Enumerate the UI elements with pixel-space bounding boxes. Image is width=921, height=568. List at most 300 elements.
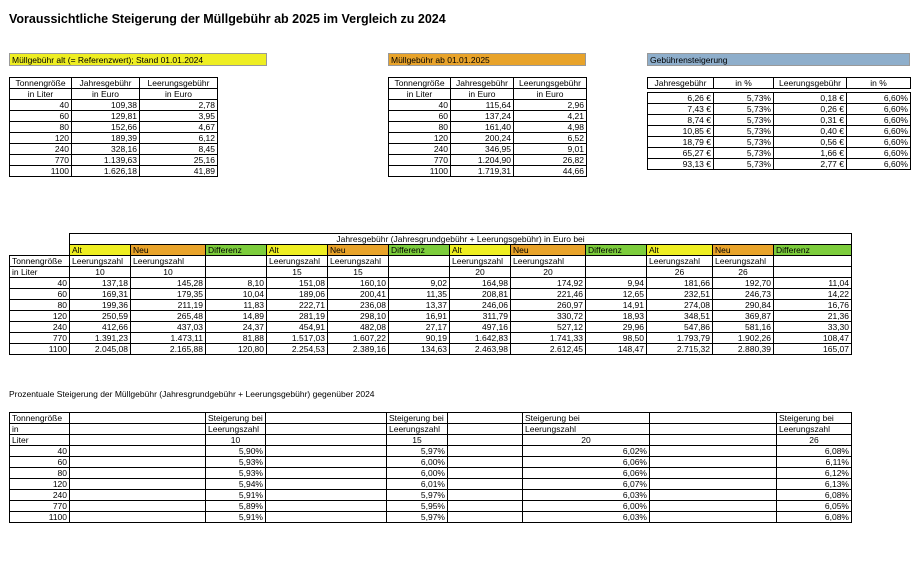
fee-value-cell: 1.793,79 — [647, 333, 713, 344]
bin-size-cell: 770 — [10, 501, 70, 512]
fee-value-cell: 179,35 — [131, 289, 206, 300]
table-row — [648, 126, 911, 137]
annual-fee-cell: 161,40 — [451, 122, 514, 133]
fee-value-cell: 2.254,53 — [267, 344, 328, 355]
mid-count-header: Leerungszahl — [511, 256, 586, 267]
label-new: Neu — [713, 245, 774, 256]
table-row — [10, 490, 852, 501]
label-new: Neu — [131, 245, 206, 256]
bin-size-cell: 770 — [10, 155, 72, 166]
fee-value-cell: 290,84 — [713, 300, 774, 311]
table-old-fees — [9, 77, 218, 177]
table-row — [648, 93, 911, 104]
emptying-fee-cell: 44,66 — [514, 166, 587, 177]
emptying-fee-cell: 26,82 — [514, 155, 587, 166]
fee-value-cell: 18,93 — [586, 311, 647, 322]
fee-value-cell: 1.642,83 — [450, 333, 511, 344]
fee-value-cell: 151,08 — [267, 278, 328, 289]
mid-count-header: Leerungszahl — [647, 256, 713, 267]
fee-value-cell: 16,76 — [774, 300, 852, 311]
emptying-increase-pct-cell: 6,60% — [847, 126, 911, 137]
emptying-fee-cell: 6,52 — [514, 133, 587, 144]
fee-value-cell: 2.045,08 — [70, 344, 131, 355]
emptying-fee-cell: 41,89 — [140, 166, 218, 177]
mid-count-value: 26 — [647, 267, 713, 278]
col-header-emptying: Leerungsgebühr — [514, 78, 587, 89]
table-fee-increase — [647, 77, 911, 170]
percent-cell: 5,94% — [206, 479, 266, 490]
fee-value-cell: 208,81 — [450, 289, 511, 300]
table-row — [10, 333, 852, 344]
table-row — [10, 289, 852, 300]
annual-increase-pct-cell: 5,73% — [714, 159, 774, 170]
emptying-increase-pct-cell: 6,60% — [847, 115, 911, 126]
annual-fee-cell: 1.204,90 — [451, 155, 514, 166]
emptying-fee-cell: 9,01 — [514, 144, 587, 155]
fee-value-cell: 265,48 — [131, 311, 206, 322]
annual-increase-cell: 18,79 € — [648, 137, 714, 148]
col-header-annual: Jahresgebühr — [648, 78, 714, 89]
pct-steig-header: Steigerung bei — [387, 413, 448, 424]
fee-value-cell: 260,97 — [511, 300, 586, 311]
table-row — [10, 155, 218, 166]
pct-count-header: Leerungszahl — [206, 424, 266, 435]
bin-size-cell: 770 — [389, 155, 451, 166]
table-row — [10, 322, 852, 333]
annual-fee-cell: 189,39 — [72, 133, 140, 144]
percent-cell: 6,12% — [777, 468, 852, 479]
pct-count-header: Leerungszahl — [387, 424, 448, 435]
pct-count-value: 20 — [523, 435, 650, 446]
bin-size-cell: 240 — [10, 144, 72, 155]
label-difference: Differenz — [586, 245, 647, 256]
fee-value-cell: 108,47 — [774, 333, 852, 344]
blank-cell — [448, 457, 523, 468]
blank-cell — [448, 479, 523, 490]
emptying-increase-cell: 0,56 € — [774, 137, 847, 148]
fee-value-cell: 11,83 — [206, 300, 267, 311]
emptying-increase-cell: 1,66 € — [774, 148, 847, 159]
annual-fee-cell: 152,66 — [72, 122, 140, 133]
bin-size-cell: 120 — [10, 133, 72, 144]
bin-size-cell: 1100 — [10, 166, 72, 177]
table-row — [10, 100, 218, 111]
table-row — [389, 133, 587, 144]
fee-value-cell: 181,66 — [647, 278, 713, 289]
fee-value-cell: 90,19 — [389, 333, 450, 344]
table-row — [10, 111, 218, 122]
fee-value-cell: 2.612,45 — [511, 344, 586, 355]
table-row — [389, 166, 587, 177]
table-row — [389, 111, 587, 122]
annual-fee-cell: 115,64 — [451, 100, 514, 111]
pct-count-header: Leerungszahl — [777, 424, 852, 435]
percent-cell: 6,00% — [523, 501, 650, 512]
table-row — [389, 100, 587, 111]
blank-cell — [448, 490, 523, 501]
table-row — [10, 122, 218, 133]
percent-cell: 6,02% — [523, 446, 650, 457]
blank-cell — [70, 512, 206, 523]
table-row — [10, 133, 218, 144]
bin-size-cell: 120 — [10, 311, 70, 322]
table-annual-fee-by-count — [9, 233, 852, 355]
annual-increase-pct-cell: 5,73% — [714, 93, 774, 104]
emptying-fee-cell: 4,67 — [140, 122, 218, 133]
label-old: Alt — [647, 245, 713, 256]
percent-cell: 6,03% — [523, 512, 650, 523]
table-row — [10, 479, 852, 490]
fee-value-cell: 1.607,22 — [328, 333, 389, 344]
col-subheader-annual: in Euro — [451, 89, 514, 100]
emptying-fee-cell: 8,45 — [140, 144, 218, 155]
table-row — [10, 468, 852, 479]
emptying-increase-pct-cell: 6,60% — [847, 137, 911, 148]
emptying-fee-cell: 2,96 — [514, 100, 587, 111]
fee-value-cell: 11,04 — [774, 278, 852, 289]
annual-increase-pct-cell: 5,73% — [714, 104, 774, 115]
table-row — [10, 166, 218, 177]
blank-cell — [266, 501, 387, 512]
fee-value-cell: 2.165,88 — [131, 344, 206, 355]
percent-cell: 6,06% — [523, 457, 650, 468]
table-row — [648, 137, 911, 148]
bin-size-cell: 60 — [10, 111, 72, 122]
blank-cell — [650, 479, 777, 490]
annual-fee-cell: 328,16 — [72, 144, 140, 155]
table-row — [648, 104, 911, 115]
annual-increase-cell: 7,43 € — [648, 104, 714, 115]
percent-cell: 5,91% — [206, 512, 266, 523]
table-row — [648, 115, 911, 126]
annual-fee-cell: 109,38 — [72, 100, 140, 111]
table-row — [10, 300, 852, 311]
bin-size-cell: 40 — [10, 446, 70, 457]
fee-value-cell: 246,73 — [713, 289, 774, 300]
emptying-fee-cell: 6,12 — [140, 133, 218, 144]
mid-count-value: 20 — [450, 267, 511, 278]
fee-value-cell: 412,66 — [70, 322, 131, 333]
pct-in-label: in — [10, 424, 70, 435]
col-header-annual: Jahresgebühr — [451, 78, 514, 89]
pct-steig-header: Steigerung bei — [523, 413, 650, 424]
annual-increase-cell: 93,13 € — [648, 159, 714, 170]
fee-value-cell: 27,17 — [389, 322, 450, 333]
pct-count-value: 26 — [777, 435, 852, 446]
fee-value-cell: 222,71 — [267, 300, 328, 311]
band-new-fee: Müllgebühr ab 01.01.2025 — [388, 53, 586, 66]
fee-value-cell: 2.880,39 — [713, 344, 774, 355]
col-header-size: Tonnengröße — [10, 78, 72, 89]
label-difference: Differenz — [389, 245, 450, 256]
label-old: Alt — [267, 245, 328, 256]
table-row — [10, 278, 852, 289]
annual-increase-cell: 65,27 € — [648, 148, 714, 159]
fee-value-cell: 29,96 — [586, 322, 647, 333]
blank-cell — [266, 457, 387, 468]
percent-cell: 5,93% — [206, 468, 266, 479]
emptying-fee-cell: 2,78 — [140, 100, 218, 111]
label-difference: Differenz — [206, 245, 267, 256]
bin-size-cell: 40 — [10, 100, 72, 111]
fee-value-cell: 221,46 — [511, 289, 586, 300]
emptying-increase-pct-cell: 6,60% — [847, 93, 911, 104]
col-header-pct-annual: in % — [714, 78, 774, 89]
pct-size-header: Tonnengröße — [10, 413, 70, 424]
bin-size-cell: 240 — [389, 144, 451, 155]
fee-value-cell: 527,12 — [511, 322, 586, 333]
col-header-emptying: Leerungsgebühr — [774, 78, 847, 89]
bin-size-cell: 1100 — [10, 344, 70, 355]
fee-value-cell: 137,18 — [70, 278, 131, 289]
label-difference: Differenz — [774, 245, 852, 256]
fee-value-cell: 8,10 — [206, 278, 267, 289]
col-subheader-emptying: in Euro — [514, 89, 587, 100]
blank-cell — [70, 479, 206, 490]
mid-count-header: Leerungszahl — [131, 256, 206, 267]
label-old: Alt — [70, 245, 131, 256]
bin-size-cell: 1100 — [10, 512, 70, 523]
blank-cell — [448, 512, 523, 523]
percent-cell: 5,95% — [387, 501, 448, 512]
annual-fee-cell: 346,95 — [451, 144, 514, 155]
bin-size-cell: 80 — [389, 122, 451, 133]
blank-cell — [448, 468, 523, 479]
fee-value-cell: 14,89 — [206, 311, 267, 322]
percent-cell: 5,97% — [387, 490, 448, 501]
fee-value-cell: 199,36 — [70, 300, 131, 311]
fee-value-cell: 81,88 — [206, 333, 267, 344]
percent-cell: 5,89% — [206, 501, 266, 512]
label-new: Neu — [511, 245, 586, 256]
mid-count-header: Leerungszahl — [713, 256, 774, 267]
percent-cell: 5,91% — [206, 490, 266, 501]
fee-value-cell: 330,72 — [511, 311, 586, 322]
bin-size-cell: 1100 — [389, 166, 451, 177]
fee-value-cell: 2.389,16 — [328, 344, 389, 355]
percent-cell: 6,13% — [777, 479, 852, 490]
fee-value-cell: 250,59 — [70, 311, 131, 322]
blank-cell — [448, 501, 523, 512]
mid-count-header: Leerungszahl — [70, 256, 131, 267]
annual-fee-cell: 1.719,31 — [451, 166, 514, 177]
annual-increase-pct-cell: 5,73% — [714, 148, 774, 159]
fee-value-cell: 14,91 — [586, 300, 647, 311]
table-row — [10, 457, 852, 468]
fee-value-cell: 98,50 — [586, 333, 647, 344]
fee-value-cell: 174,92 — [511, 278, 586, 289]
emptying-fee-cell: 3,95 — [140, 111, 218, 122]
emptying-increase-cell: 0,18 € — [774, 93, 847, 104]
col-header-size: Tonnengröße — [389, 78, 451, 89]
fee-value-cell: 1.517,03 — [267, 333, 328, 344]
emptying-increase-cell: 2,77 € — [774, 159, 847, 170]
bin-size-cell: 120 — [10, 479, 70, 490]
blank-cell — [266, 512, 387, 523]
annual-fee-cell: 1.626,18 — [72, 166, 140, 177]
bin-size-cell: 40 — [10, 278, 70, 289]
table-row — [389, 122, 587, 133]
fee-value-cell: 165,07 — [774, 344, 852, 355]
pct-section-title: Prozentuale Steigerung der Müllgebühr (Jahresgrundgebühr + Leerungsgebühr) gegenüber 2024 — [9, 389, 375, 399]
col-subheader-size: in Liter — [10, 89, 72, 100]
fee-value-cell: 24,37 — [206, 322, 267, 333]
percent-cell: 6,08% — [777, 446, 852, 457]
mid-count-header: Leerungszahl — [328, 256, 389, 267]
fee-value-cell: 211,19 — [131, 300, 206, 311]
table-row — [10, 344, 852, 355]
bin-size-cell: 80 — [10, 122, 72, 133]
page-title: Voraussichtliche Steigerung der Müllgebühr ab 2025 im Vergleich zu 2024 — [9, 12, 446, 26]
blank-cell — [266, 490, 387, 501]
fee-value-cell: 369,87 — [713, 311, 774, 322]
bin-size-cell: 40 — [389, 100, 451, 111]
fee-value-cell: 12,65 — [586, 289, 647, 300]
annual-increase-cell: 6,26 € — [648, 93, 714, 104]
blank-cell — [448, 446, 523, 457]
emptying-increase-cell: 0,26 € — [774, 104, 847, 115]
percent-cell: 5,90% — [206, 446, 266, 457]
blank-cell — [266, 446, 387, 457]
pct-liter-label: Liter — [10, 435, 70, 446]
blank-cell — [70, 490, 206, 501]
fee-value-cell: 236,08 — [328, 300, 389, 311]
blank-cell — [70, 501, 206, 512]
blank-cell — [70, 457, 206, 468]
annual-increase-cell: 10,85 € — [648, 126, 714, 137]
percent-cell: 6,01% — [387, 479, 448, 490]
fee-value-cell: 9,94 — [586, 278, 647, 289]
mid-count-header: Leerungszahl — [450, 256, 511, 267]
fee-value-cell: 134,63 — [389, 344, 450, 355]
pct-count-value: 10 — [206, 435, 266, 446]
fee-value-cell: 232,51 — [647, 289, 713, 300]
fee-value-cell: 1.741,33 — [511, 333, 586, 344]
percent-cell: 6,05% — [777, 501, 852, 512]
mid-count-value: 20 — [511, 267, 586, 278]
col-header-emptying: Leerungsgebühr — [140, 78, 218, 89]
fee-value-cell: 11,35 — [389, 289, 450, 300]
mid-count-header: Leerungszahl — [267, 256, 328, 267]
bin-size-cell: 120 — [389, 133, 451, 144]
fee-value-cell: 497,16 — [450, 322, 511, 333]
blank-cell — [10, 245, 70, 256]
fee-value-cell: 169,31 — [70, 289, 131, 300]
blank-cell — [650, 501, 777, 512]
annual-fee-cell: 1.139,63 — [72, 155, 140, 166]
fee-value-cell: 21,36 — [774, 311, 852, 322]
bin-size-cell: 60 — [10, 457, 70, 468]
percent-cell: 6,06% — [523, 468, 650, 479]
mid-count-value: 10 — [131, 267, 206, 278]
label-old: Alt — [450, 245, 511, 256]
percent-cell: 6,07% — [523, 479, 650, 490]
bin-size-cell: 60 — [389, 111, 451, 122]
blank-cell — [266, 479, 387, 490]
emptying-increase-cell: 0,31 € — [774, 115, 847, 126]
table-row — [648, 148, 911, 159]
table-row — [389, 144, 587, 155]
blank-cell — [70, 468, 206, 479]
col-subheader-size: in Liter — [389, 89, 451, 100]
fee-value-cell: 148,47 — [586, 344, 647, 355]
fee-value-cell: 482,08 — [328, 322, 389, 333]
annual-fee-cell: 137,24 — [451, 111, 514, 122]
percent-cell: 6,08% — [777, 512, 852, 523]
fee-value-cell: 547,86 — [647, 322, 713, 333]
mid-size-subheader: in Liter — [10, 267, 70, 278]
annual-increase-cell: 8,74 € — [648, 115, 714, 126]
fee-value-cell: 200,41 — [328, 289, 389, 300]
fee-value-cell: 9,02 — [389, 278, 450, 289]
emptying-increase-cell: 0,40 € — [774, 126, 847, 137]
col-subheader-emptying: in Euro — [140, 89, 218, 100]
fee-value-cell: 189,06 — [267, 289, 328, 300]
fee-value-cell: 1.902,26 — [713, 333, 774, 344]
fee-value-cell: 120,80 — [206, 344, 267, 355]
table-row — [10, 512, 852, 523]
table-row — [10, 144, 218, 155]
bin-size-cell: 240 — [10, 490, 70, 501]
blank-cell — [70, 446, 206, 457]
emptying-fee-cell: 4,98 — [514, 122, 587, 133]
fee-value-cell: 348,51 — [647, 311, 713, 322]
mid-size-header: Tonnengröße — [10, 256, 70, 267]
fee-value-cell: 246,06 — [450, 300, 511, 311]
fee-value-cell: 298,10 — [328, 311, 389, 322]
emptying-fee-cell: 25,16 — [140, 155, 218, 166]
blank-cell — [650, 512, 777, 523]
fee-value-cell: 33,30 — [774, 322, 852, 333]
fee-value-cell: 2.715,32 — [647, 344, 713, 355]
table-percent-increase — [9, 412, 852, 523]
percent-cell: 6,08% — [777, 490, 852, 501]
fee-value-cell: 311,79 — [450, 311, 511, 322]
col-subheader-annual: in Euro — [72, 89, 140, 100]
annual-fee-cell: 129,81 — [72, 111, 140, 122]
emptying-increase-pct-cell: 6,60% — [847, 159, 911, 170]
blank-cell — [650, 490, 777, 501]
fee-value-cell: 145,28 — [131, 278, 206, 289]
mid-count-value: 15 — [328, 267, 389, 278]
pct-count-value: 15 — [387, 435, 448, 446]
fee-value-cell: 437,03 — [131, 322, 206, 333]
fee-value-cell: 16,91 — [389, 311, 450, 322]
fee-value-cell: 192,70 — [713, 278, 774, 289]
fee-value-cell: 14,22 — [774, 289, 852, 300]
col-header-pct-emptying: in % — [847, 78, 911, 89]
table-row — [389, 155, 587, 166]
fee-value-cell: 1.391,23 — [70, 333, 131, 344]
percent-cell: 6,03% — [523, 490, 650, 501]
pct-steig-header: Steigerung bei — [777, 413, 852, 424]
fee-value-cell: 164,98 — [450, 278, 511, 289]
annual-increase-pct-cell: 5,73% — [714, 137, 774, 148]
fee-value-cell: 160,10 — [328, 278, 389, 289]
table-row — [10, 446, 852, 457]
blank-cell — [650, 457, 777, 468]
band-fee-increase: Gebührensteigerung — [647, 53, 910, 66]
annual-increase-pct-cell: 5,73% — [714, 126, 774, 137]
bin-size-cell: 80 — [10, 300, 70, 311]
blank-cell — [266, 468, 387, 479]
percent-cell: 5,97% — [387, 512, 448, 523]
mid-header: Jahresgebühr (Jahresgrundgebühr + Leerungsgebühr) in Euro bei — [70, 234, 852, 245]
fee-value-cell: 2.463,98 — [450, 344, 511, 355]
fee-value-cell: 274,08 — [647, 300, 713, 311]
pct-count-header: Leerungszahl — [523, 424, 650, 435]
fee-value-cell: 454,91 — [267, 322, 328, 333]
